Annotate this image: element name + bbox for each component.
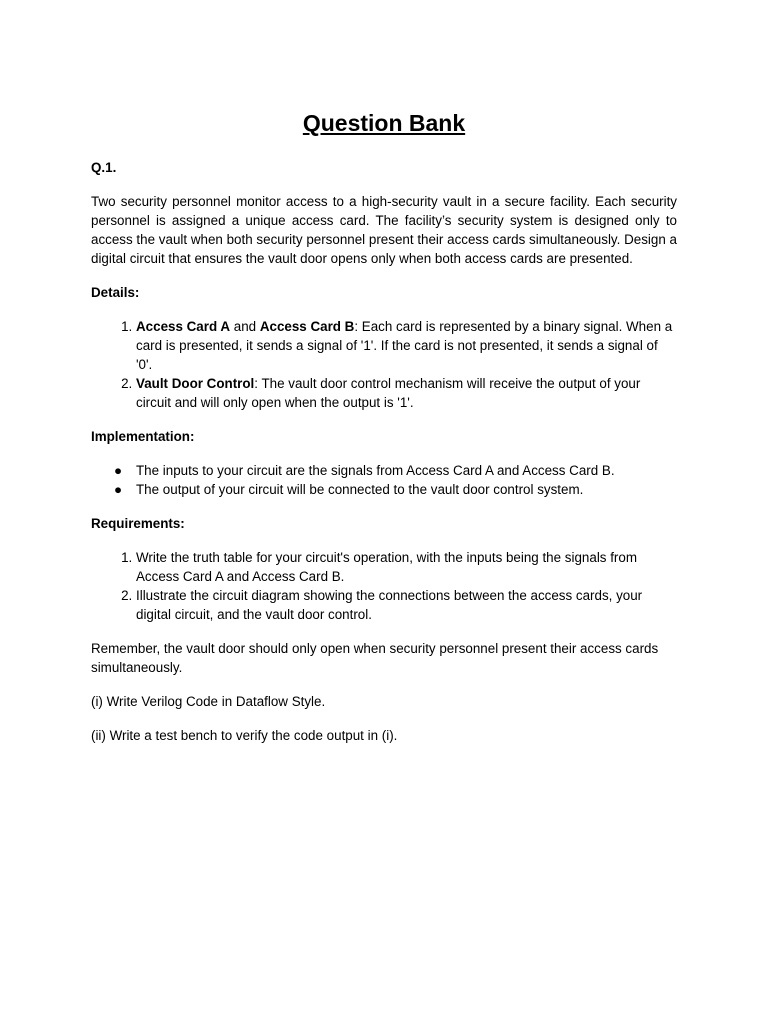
implementation-item-text: The inputs to your circuit are the signals from Access Card A and Access Card B. (136, 463, 615, 478)
question-intro: Two security personnel monitor access to a high-security vault in a secure facility. Each security personnel is assigned a unique access card. The facility’s security system is designed only to access the vault when both security personnel present their access cards simultaneously. Design a digital circuit that ensures the vault door opens only when both access cards are presented. (91, 194, 677, 266)
details-item-vault-door (136, 374, 677, 412)
bullet-icon: ● (114, 482, 123, 497)
remember-paragraph: Remember, the vault door should only open when security personnel present their access cards simultaneously. (91, 641, 659, 675)
details-item-bold-card-a: Access Card A (136, 319, 231, 334)
details-item-bold-card-b: Access Card B (259, 319, 355, 334)
implementation-item (114, 461, 677, 480)
bullet-icon: ● (114, 463, 123, 478)
requirements-item-truth-table: 1. Write the truth table for your circuit's operation, with the inputs being the signals from Access Card A and Access Card B. (136, 548, 677, 586)
details-heading: Details: (91, 285, 140, 300)
implementation-heading: Implementation: (91, 429, 195, 444)
implementation-item-text: The output of your circuit will be connected to the vault door control system. (136, 482, 584, 497)
details-list (91, 317, 677, 412)
requirements-item-circuit-diagram: 2. Illustrate the circuit diagram showing the connections between the access cards, your digital circuit, and the vault door control. (136, 586, 677, 624)
implementation-item (114, 480, 677, 499)
requirements-heading: Requirements: (91, 516, 185, 531)
details-item-access-cards (136, 317, 677, 374)
question-number: Q.1. (91, 160, 117, 175)
task-i: (i) Write Verilog Code in Dataflow Style. (91, 694, 326, 709)
document-page (91, 108, 677, 760)
details-item-text: : Each card is represented by a binary signal. When a card is presented, it sends a signal of '1'. If the card is not presented, it sends a signal of '0'. (136, 319, 673, 372)
task-ii: (ii) Write a test bench to verify the code output in (i). (91, 728, 398, 743)
details-item-joiner: and (230, 319, 260, 334)
details-item-bold-vault-door: Vault Door Control (136, 376, 255, 391)
page-title: Question Bank (302, 110, 466, 136)
implementation-list (91, 461, 677, 499)
details-item-text: : The vault door control mechanism will receive the output of your circuit and will only open when the output is '1'. (136, 376, 641, 410)
requirements-list (91, 548, 677, 624)
